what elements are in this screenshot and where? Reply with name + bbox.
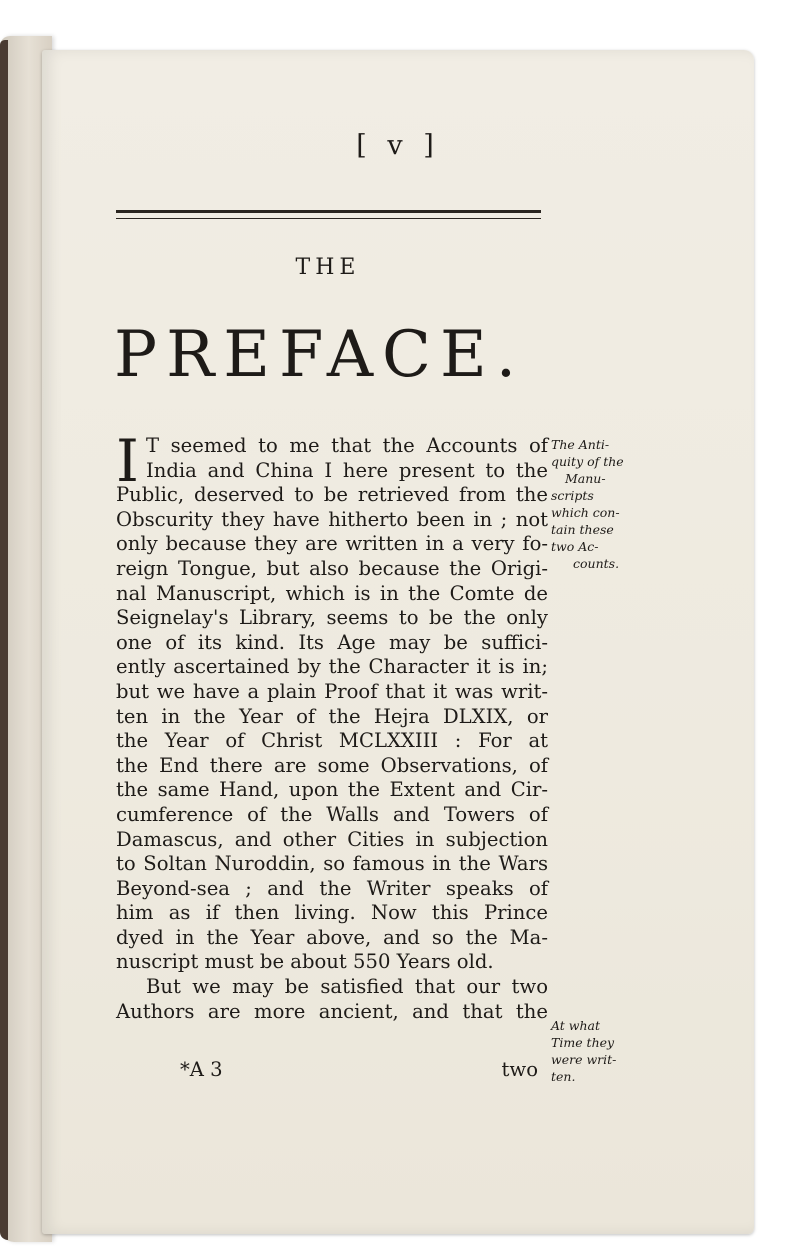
drop-cap: I xyxy=(116,427,139,495)
text-line: Authors are more ancient, and that the xyxy=(116,999,548,1023)
margin-note-line: two Ac- xyxy=(551,539,599,554)
page-number: [ v ] xyxy=(356,130,440,161)
heading-preface: PREFACE. xyxy=(114,318,526,392)
text-line: Damascus, and other Cities in subjection xyxy=(116,827,548,851)
page-footer xyxy=(180,1058,538,1081)
margin-note-line: The Anti- xyxy=(551,437,610,452)
text-line: cumference of the Walls and Towers of xyxy=(116,802,548,826)
text-line: Obscurity they have hitherto been in ; not xyxy=(116,507,548,531)
heading-the: THE xyxy=(295,255,361,280)
text-line: reign Tongue, but also because the Origi- xyxy=(116,556,548,580)
margin-note-line: which con- xyxy=(551,505,620,520)
header-rule-thick xyxy=(116,210,541,213)
text-line: the same Hand, upon the Extent and Cir- xyxy=(116,778,548,802)
text-line: one of its kind. Its Age may be suffici- xyxy=(116,630,548,654)
text-line: only because they are written in a very fo- xyxy=(116,532,548,556)
text-line: But we may be satisfied that our two xyxy=(146,975,548,999)
text-line: nuscript must be about 550 Years old. xyxy=(116,950,494,974)
margin-note-line: At what xyxy=(551,1018,601,1033)
margin-note-line: ten. xyxy=(551,1069,576,1084)
header-rule-thin xyxy=(116,218,541,219)
text-line: him as if then living. Now this Prince xyxy=(116,901,548,925)
margin-note-line: counts. xyxy=(573,556,620,571)
text-line: T seemed to me that the Accounts of xyxy=(146,434,548,457)
margin-note-line: tain these xyxy=(551,522,614,537)
margin-note-time xyxy=(551,1017,641,1085)
catchword: two xyxy=(501,1058,538,1081)
body-text xyxy=(116,427,548,1024)
text-line: Seignelay's Library, seems to be the only xyxy=(116,606,548,630)
margin-note-line: were writ- xyxy=(551,1052,617,1067)
margin-note-line: Manu- xyxy=(565,471,606,486)
text-line: the Year of Christ MCLXXIII : For at xyxy=(116,729,548,753)
book-page xyxy=(42,50,754,1234)
margin-note-line: scripts xyxy=(551,488,594,503)
text-line: to Soltan Nuroddin, so famous in the Wars xyxy=(116,852,548,876)
text-line: ten in the Year of the Hejra DLXIX, or xyxy=(116,704,548,728)
text-line: ently ascertained by the Character it is in; xyxy=(116,655,548,679)
text-line: Beyond-sea ; and the Writer speaks of xyxy=(116,876,548,900)
text-line: Public, deserved to be retrieved from the xyxy=(116,483,548,507)
text-line: nal Manuscript, which is in the Comte de xyxy=(116,581,548,605)
book-cover-edge xyxy=(0,40,8,1240)
margin-note-line: quity of the xyxy=(551,454,624,469)
text-line: but we have a plain Proof that it was writ- xyxy=(116,679,548,703)
text-line: the End there are some Observations, of xyxy=(116,753,548,777)
margin-note-line: Time they xyxy=(551,1035,615,1050)
margin-note-antiquity xyxy=(551,436,641,572)
text-line: India and China I here present to the xyxy=(146,458,548,482)
text-line: dyed in the Year above, and so the Ma- xyxy=(116,925,548,949)
signature-mark: *A 3 xyxy=(180,1058,223,1081)
